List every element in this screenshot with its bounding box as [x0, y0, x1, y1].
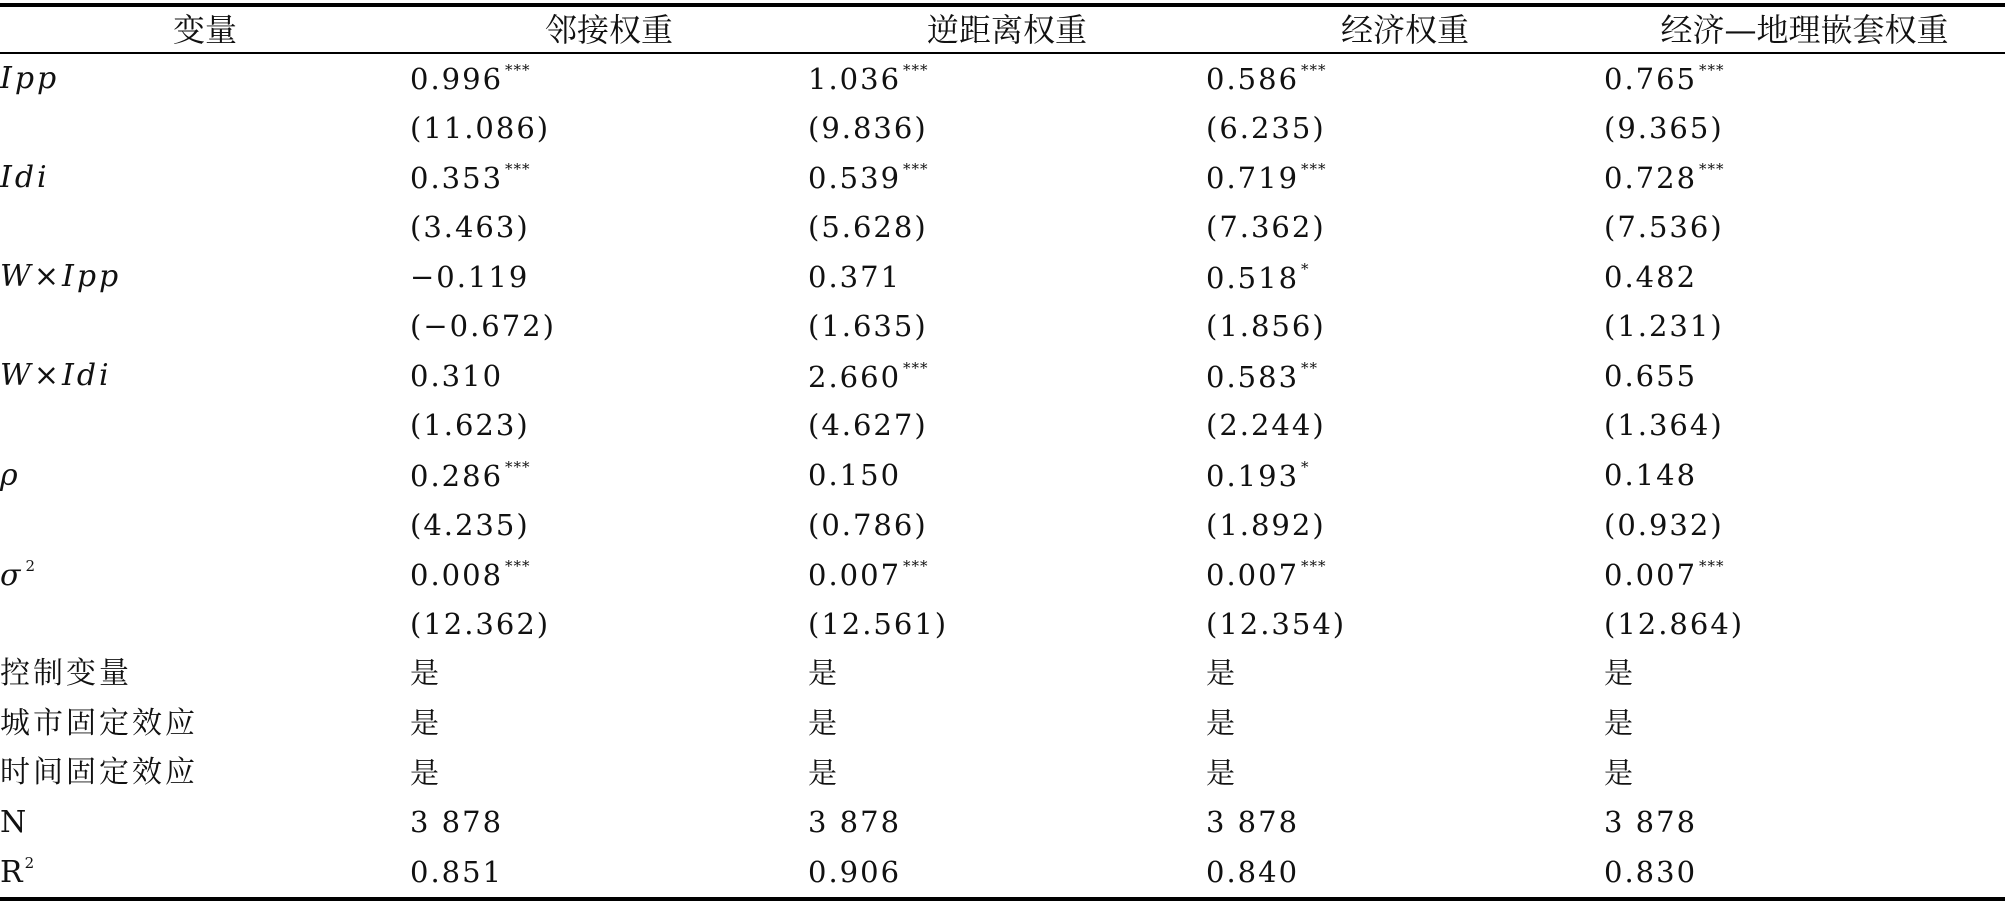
table-cell [410, 203, 808, 253]
row-label [0, 302, 410, 352]
table-cell [808, 649, 1206, 699]
cell-value: 是 [1604, 656, 1636, 691]
table-header-row [0, 5, 2005, 53]
table-row-w-ipp [0, 252, 2005, 302]
cell-value: (4.627) [808, 408, 928, 443]
cell-value: 0.765 [1604, 62, 1698, 97]
significance-stars: *** [1301, 557, 1327, 576]
table-cell [1206, 500, 1604, 550]
cell-value: 是 [808, 656, 840, 691]
significance-stars: *** [903, 61, 929, 80]
cell-value: 是 [1604, 755, 1636, 790]
cell-value: (−0.672) [410, 309, 556, 344]
cell-value: (7.536) [1604, 210, 1724, 245]
table-cell [808, 550, 1206, 600]
table-cell [410, 748, 808, 798]
cell-value: 是 [1206, 656, 1238, 691]
table-cell [1206, 401, 1604, 451]
cell-value: 3 878 [410, 805, 504, 840]
table-cell [808, 848, 1206, 900]
row-label-text: 控制变量 [0, 655, 132, 691]
table-cell [1206, 848, 1604, 900]
cell-value: 0.719 [1206, 161, 1300, 196]
significance-stars: *** [505, 160, 531, 179]
cell-value: 是 [808, 706, 840, 741]
cell-value: 0.007 [808, 558, 902, 593]
table-cell [808, 252, 1206, 302]
table-cell [808, 748, 1206, 798]
table-cell [410, 600, 808, 650]
table-cell [1206, 104, 1604, 154]
significance-stars: ** [1301, 358, 1319, 377]
cell-value: 0.655 [1604, 358, 1698, 393]
cell-value: 是 [808, 755, 840, 790]
table-cell [410, 401, 808, 451]
cell-value: 是 [1206, 755, 1238, 790]
table-cell [1604, 550, 2005, 600]
regression-table [0, 3, 2005, 901]
cell-value: 0.286 [410, 459, 504, 494]
header-inverse-distance-weight: 逆距离权重 [926, 10, 1087, 49]
table-cell [1206, 153, 1604, 203]
cell-value: 是 [410, 656, 442, 691]
table-cell [808, 798, 1206, 848]
table-cell [1206, 53, 1604, 104]
cell-value: 0.906 [808, 854, 902, 889]
header-adjacency-weight: 邻接权重 [544, 10, 673, 49]
cell-value: 0.518 [1206, 260, 1300, 295]
cell-value: 0.728 [1604, 161, 1698, 196]
cell-value: 0.007 [1206, 558, 1300, 593]
table-cell [808, 302, 1206, 352]
cell-value: 1.036 [808, 62, 902, 97]
cell-value: (9.836) [808, 110, 928, 145]
cell-value: (1.892) [1206, 507, 1326, 542]
table-cell [808, 500, 1206, 550]
row-label-text: W×Idi [0, 358, 112, 394]
table-cell [1206, 203, 1604, 253]
cell-value: (6.235) [1206, 110, 1326, 145]
table-cell [410, 53, 808, 104]
table-cell [1604, 451, 2005, 501]
cell-value: (0.786) [808, 507, 928, 542]
cell-value: (0.932) [1604, 507, 1724, 542]
table-cell [1604, 302, 2005, 352]
cell-value: (12.362) [410, 606, 551, 641]
cell-value: 0.310 [410, 358, 504, 393]
cell-value: (4.235) [410, 507, 530, 542]
cell-value: 是 [410, 706, 442, 741]
header-economic-weight: 经济权重 [1340, 10, 1469, 49]
row-label [0, 798, 410, 848]
table-cell [808, 352, 1206, 402]
cell-value: (2.244) [1206, 408, 1326, 443]
table-row-rho [0, 451, 2005, 501]
cell-value: (1.856) [1206, 309, 1326, 344]
cell-value: 3 878 [1206, 805, 1300, 840]
row-label-text: Idi [0, 159, 50, 195]
significance-stars: *** [1301, 160, 1327, 179]
significance-stars: *** [903, 557, 929, 576]
significance-stars: *** [1301, 61, 1327, 80]
row-label [0, 252, 410, 302]
table-cell [1604, 104, 2005, 154]
cell-value: 0.353 [410, 161, 504, 196]
table-cell [1604, 153, 2005, 203]
table-cell [1604, 699, 2005, 749]
cell-value: (1.231) [1604, 309, 1724, 344]
cell-value: −0.119 [410, 259, 530, 294]
header-nested-weight: 经济—地理嵌套权重 [1660, 10, 1949, 49]
table-cell [1206, 699, 1604, 749]
row-label [0, 401, 410, 451]
row-label-superscript: 2 [25, 556, 39, 575]
cell-value: 是 [1604, 706, 1636, 741]
table-cell [1604, 203, 2005, 253]
row-label [0, 53, 410, 104]
table-cell [410, 649, 808, 699]
cell-value: (3.463) [410, 210, 530, 245]
significance-stars: *** [1699, 557, 1725, 576]
table-cell [1604, 500, 2005, 550]
row-label-text: R [0, 855, 23, 891]
row-label [0, 153, 410, 203]
cell-value: 0.583 [1206, 359, 1300, 394]
table-row-idi [0, 153, 2005, 203]
table-row-ipp [0, 53, 2005, 104]
table-cell [1206, 352, 1604, 402]
significance-stars: * [1301, 259, 1310, 278]
table-cell [410, 550, 808, 600]
table-body [0, 53, 2005, 899]
table-row-n [0, 798, 2005, 848]
table-row-control-variables [0, 649, 2005, 699]
table-row-r-squared [0, 848, 2005, 900]
cell-value: (1.623) [410, 408, 530, 443]
row-label [0, 500, 410, 550]
table-cell [808, 104, 1206, 154]
table-cell [410, 153, 808, 203]
cell-value: 0.193 [1206, 459, 1300, 494]
cell-value: 0.586 [1206, 62, 1300, 97]
significance-stars: *** [505, 61, 531, 80]
cell-value: (12.864) [1604, 606, 1745, 641]
cell-value: (12.354) [1206, 606, 1347, 641]
table-cell [808, 600, 1206, 650]
table-row-city-fixed-effects [0, 699, 2005, 749]
row-label-text: ρ [0, 457, 21, 493]
row-label [0, 203, 410, 253]
cell-value: 3 878 [808, 805, 902, 840]
table-row-sigma-squared-tstat [0, 600, 2005, 650]
cell-value: 0.007 [1604, 558, 1698, 593]
cell-value: 0.148 [1604, 458, 1698, 493]
table-row-w-idi-tstat [0, 401, 2005, 451]
table-cell [410, 104, 808, 154]
cell-value: 0.371 [808, 259, 902, 294]
cell-value: 2.660 [808, 359, 902, 394]
cell-value: 是 [410, 755, 442, 790]
table-cell [1206, 252, 1604, 302]
table-cell [808, 203, 1206, 253]
table-cell [1604, 401, 2005, 451]
significance-stars: * [1301, 458, 1310, 477]
table-row-sigma-squared [0, 550, 2005, 600]
significance-stars: *** [505, 458, 531, 477]
cell-value: (5.628) [808, 210, 928, 245]
table-row-time-fixed-effects [0, 748, 2005, 798]
table-cell [1604, 53, 2005, 104]
significance-stars: *** [505, 557, 531, 576]
cell-value: (9.365) [1604, 110, 1724, 145]
significance-stars: *** [903, 358, 929, 377]
cell-value: 0.008 [410, 558, 504, 593]
cell-value: 0.539 [808, 161, 902, 196]
table-cell [1604, 600, 2005, 650]
table-cell [1206, 600, 1604, 650]
table-row-ipp-tstat [0, 104, 2005, 154]
significance-stars: *** [1699, 160, 1725, 179]
table-row-idi-tstat [0, 203, 2005, 253]
cell-value: (7.362) [1206, 210, 1326, 245]
table-cell [1604, 748, 2005, 798]
table-cell [410, 252, 808, 302]
cell-value: (1.635) [808, 309, 928, 344]
row-label [0, 352, 410, 402]
row-label [0, 748, 410, 798]
cell-value: 0.840 [1206, 854, 1300, 889]
cell-value: (11.086) [410, 110, 551, 145]
significance-stars: *** [1699, 61, 1725, 80]
table-cell [1604, 798, 2005, 848]
table-cell [1206, 302, 1604, 352]
cell-value: (12.561) [808, 606, 949, 641]
row-label [0, 550, 410, 600]
table-cell [410, 699, 808, 749]
table-row-rho-tstat [0, 500, 2005, 550]
cell-value: (1.364) [1604, 408, 1724, 443]
table-cell [1604, 649, 2005, 699]
table-cell [1604, 352, 2005, 402]
table-cell [1206, 451, 1604, 501]
table-cell [410, 352, 808, 402]
row-label [0, 649, 410, 699]
table-cell [808, 451, 1206, 501]
row-label-text: N [0, 804, 27, 840]
table-cell [410, 848, 808, 900]
table-cell [410, 798, 808, 848]
row-label-text: σ [0, 557, 24, 593]
table-cell [1206, 550, 1604, 600]
row-label [0, 600, 410, 650]
table-cell [1206, 748, 1604, 798]
table-cell [1604, 252, 2005, 302]
table-row-w-ipp-tstat [0, 302, 2005, 352]
table-cell [410, 302, 808, 352]
row-label [0, 699, 410, 749]
cell-value: 0.482 [1604, 259, 1698, 294]
table-cell [808, 699, 1206, 749]
row-label-text: 城市固定效应 [0, 705, 198, 741]
cell-value: 0.830 [1604, 854, 1698, 889]
table-cell [1604, 848, 2005, 900]
cell-value: 0.851 [410, 854, 504, 889]
table-cell [410, 451, 808, 501]
cell-value: 0.996 [410, 62, 504, 97]
table-cell [410, 500, 808, 550]
cell-value: 0.150 [808, 458, 902, 493]
cell-value: 是 [1206, 706, 1238, 741]
row-label-text: W×Ipp [0, 259, 122, 295]
row-label-text: 时间固定效应 [0, 755, 198, 791]
table-cell [1206, 649, 1604, 699]
table-cell [808, 401, 1206, 451]
row-label-text: Ipp [0, 60, 60, 96]
row-label [0, 451, 410, 501]
table-cell [1206, 798, 1604, 848]
table-cell [808, 153, 1206, 203]
row-label [0, 104, 410, 154]
header-variable: 变量 [172, 10, 237, 49]
table-row-w-idi [0, 352, 2005, 402]
significance-stars: *** [903, 160, 929, 179]
row-label-superscript: 2 [24, 854, 35, 873]
row-label [0, 848, 410, 900]
table-cell [808, 53, 1206, 104]
cell-value: 3 878 [1604, 805, 1698, 840]
